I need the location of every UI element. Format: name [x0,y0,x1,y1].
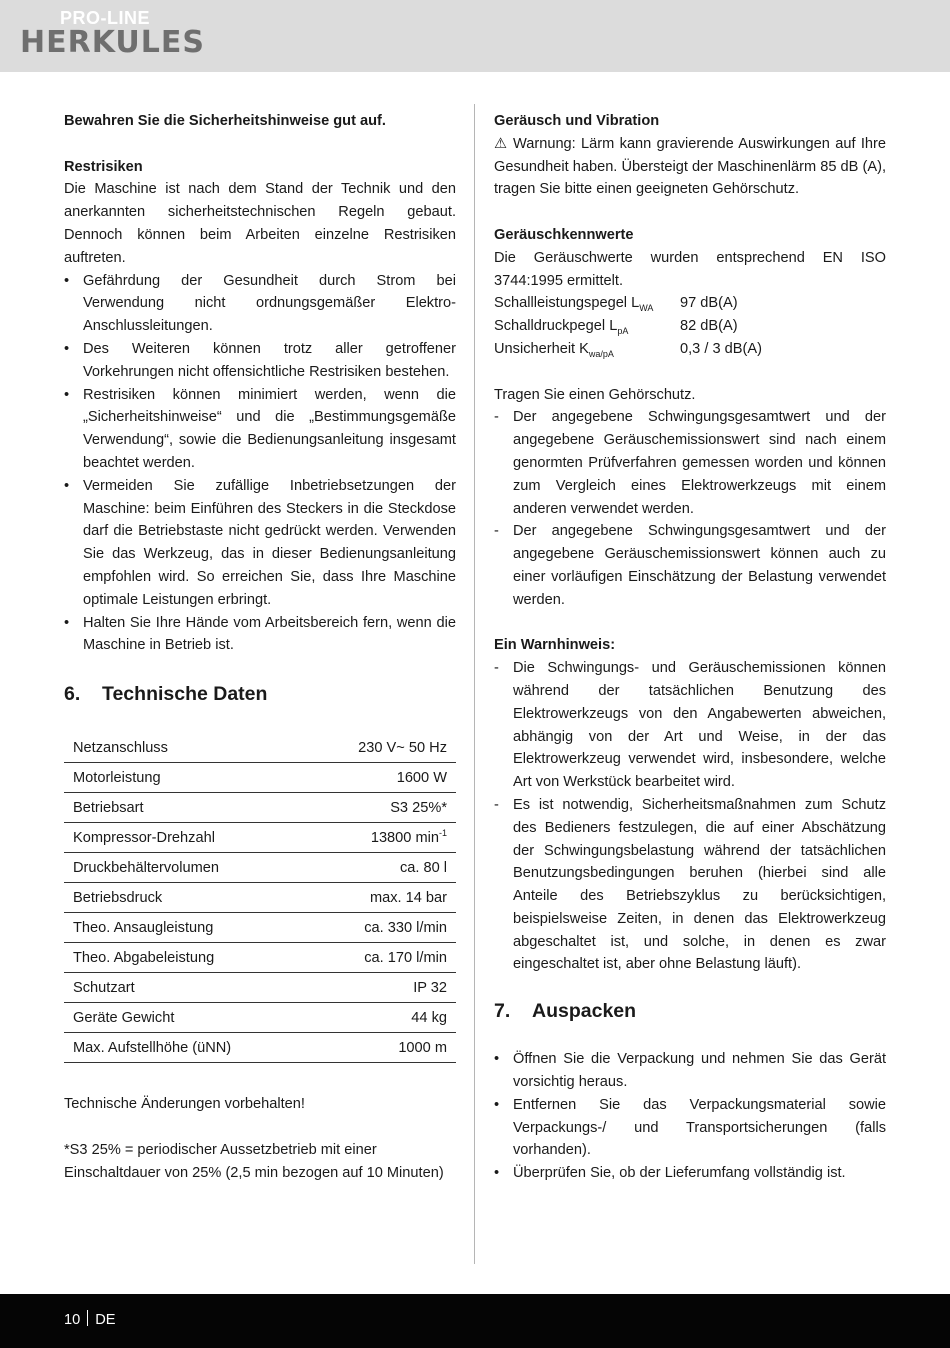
table-row: Kompressor-Drehzahl 13800 $\min^{-1}$ [64,823,456,853]
list-item: - Der angegebene Schwingungsgesamtwert und der angegebene Geräuschemissionswert können auch zu einer vorläufigen Einschätzung der Belastung verwendet werden. [494,523,886,608]
brand-logo: HERKULES [20,25,205,60]
list-item: • Halten Sie Ihre Hände vom Arbeitsbereich fern, wenn die Maschine in Betrieb ist. [64,614,456,654]
table-row: Betriebsdruck max. 14 bar [64,883,456,913]
noise-warning: ⚠ Warnung: Lärm kann gravierende Auswirkungen auf Ihre Gesundheit haben. Übersteigt der Maschinenlärm 85 dB (A), tragen Sie bitte einen geeigneten Gehörschutz. [494,133,886,201]
page-number: 10 DE [64,1312,116,1328]
table-row: Geräte Gewicht 44 kg [64,1003,456,1033]
list-item: • Des Weiteren können trotz aller getroffener Vorkehrungen nicht offensichtliche Restrisiken bestehen. [64,340,456,380]
page-footer [0,1294,950,1348]
keep-safety-note: Bewahren Sie die Sicherheitshinweise gut auf. [64,113,386,129]
table-row: Netzanschluss 230 V~ 50 Hz [64,733,456,763]
page-header [0,0,950,72]
list-item: • Vermeiden Sie zufällige Inbetriebsetzungen der Maschine: beim Einführen des Steckers in die Steckdose darf die Betriebstaste nicht gedrückt werden. Verwenden Sie das Werkzeug, das in dieser Bedienungsanleitung empfohlen wird. So erreichen Sie, dass Ihre Maschine optimale Leistungen erbringt. [64,477,456,608]
table-row: Theo. Ansaugleistung ca. 330 l/min [64,913,456,943]
noise-value-row: Unsicherheit $K_{wa/pA}$ 0,3 / 3 dB(A) [494,340,762,359]
warning-triangle-icon: ⚠ [494,135,508,152]
list-item: - Der angegebene Schwingungsgesamtwert und der angegebene Geräuschemissionswert sind nach einem genormten Prüfverfahren gemessen worden und können zum Vergleich eines Elektrowerkzeugs mit einem anderen verwendet werden. [494,409,886,517]
hearing-protection-note: Tragen Sie einen Gehörschutz. [494,386,696,403]
list-item: • Restrisiken können minimiert werden, wenn die „Sicherheitshinweise“ und die „Bestimmungsgemäße Verwendung“, sowie die Bedienungsanleitung insgesamt beachtet werden. [64,386,456,471]
specs-table [64,733,456,1063]
noise-value-row: Schallleistungspegel $L_{WA}$ 97 dB(A) [494,295,738,314]
kennwerte-heading: Geräuschkennwerte [494,226,634,243]
brand-subline: PRO-LINE [60,8,151,28]
noise-heading: Geräusch und Vibration [494,113,660,129]
table-row: Motorleistung 1600 W [64,763,456,793]
s3-footnote: *S3 25% = periodischer Aussetzbetrieb mit einer Einschaltdauer von 25% (2,5 min bezogen auf 10 Minuten) [64,1141,444,1181]
vibration-list [494,406,886,611]
unpack-list [494,1048,886,1185]
restrisiken-list [64,270,456,658]
separator [87,1310,88,1326]
noise-value-row: Schalldruckpegel $L_{pA}$ 82 dB(A) [494,318,738,337]
tech-changes-note: Technische Änderungen vorbehalten! [64,1096,305,1113]
right-column [494,110,886,1185]
warnhinweis-heading: Ein Warnhinweis: [494,637,616,654]
section-heading-auspacken: 7. Auspacken [494,1000,637,1023]
table-row: Schutzart IP 32 [64,973,456,1003]
list-item: • Überprüfen Sie, ob der Lieferumfang vollständig ist. [494,1165,846,1182]
warnhinweis-list [494,657,886,976]
table-row: Theo. Abgabeleistung ca. 170 l/min [64,943,456,973]
table-row: Betriebsart S3 25%* [64,793,456,823]
kennwerte-intro: Die Geräuschwerte wurden entsprechend EN ISO 3744:1995 ermittelt. [494,249,886,289]
table-row: Max. Aufstellhöhe (üNN) 1000 m [64,1033,456,1063]
table-row: Druckbehältervolumen ca. 80 l [64,853,456,883]
list-item: • Entfernen Sie das Verpackungsmaterial sowie Verpackungs-/ und Transportsicherungen (falls vorhanden). [494,1096,886,1159]
list-item: - Es ist notwendig, Sicherheitsmaßnahmen zum Schutz des Bedieners festzulegen, die auf einer Abschätzung der Schwingungsbelastung während der tatsächlichen Benutzungsbedingungen beruhen (hierbei sind alle Anteile des Betriebszyklus zu berücksichtigen, beispielsweise Zeiten, in denen das Elektrowerkzeug abgeschaltet ist, und solche, in denen es zwar eingeschaltet ist, aber ohne Belastung läuft). [494,796,886,973]
restrisiken-heading: Restrisiken [64,158,143,175]
left-column [64,110,456,1184]
language-code: DE [95,1312,116,1328]
column-divider [474,104,475,1264]
list-item: • Öffnen Sie die Verpackung und nehmen Sie das Gerät vorsichtig heraus. [494,1051,886,1091]
restrisiken-intro: Die Maschine ist nach dem Stand der Technik und den anerkannten sicherheitstechnischen Regeln gebaut. Dennoch können beim Arbeiten einzelne Restrisiken auftreten. [64,181,456,266]
list-item: • Gefährdung der Gesundheit durch Strom bei Verwendung nicht ordnungsgemäßer Elektro-Anschlussleitungen. [64,272,456,335]
list-item: - Die Schwingungs- und Geräuschemissionen können während der tatsächlichen Benutzung des Elektrowerkzeugs von den Angabewerten abweichen, abhängig von der Art und Weise, in der das Elektrowerkzeug verwendet wird, insbesondere, welche Art von Werkstück bearbeitet wird. [494,660,886,791]
section-heading-technische-daten: 6. Technische Daten [64,683,268,706]
